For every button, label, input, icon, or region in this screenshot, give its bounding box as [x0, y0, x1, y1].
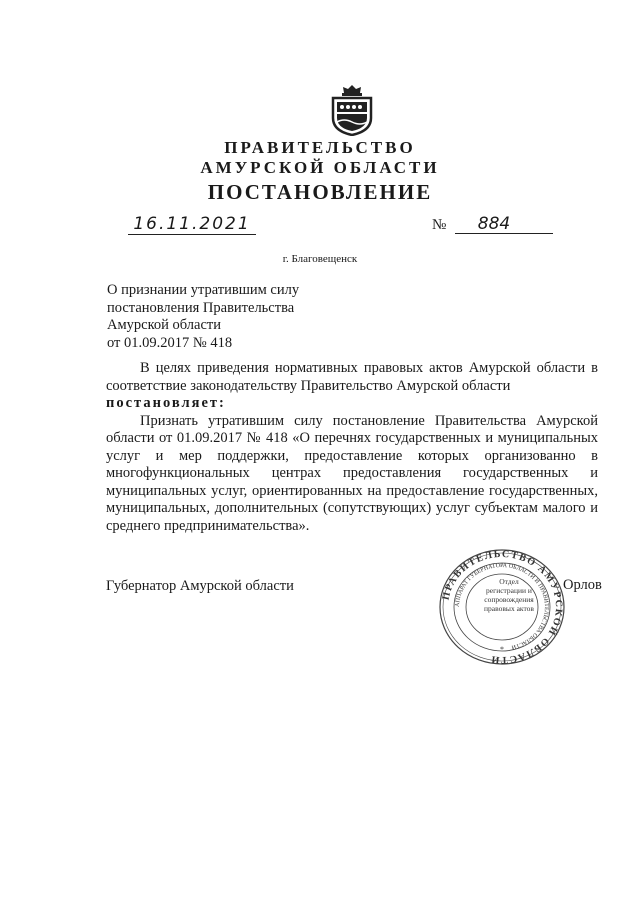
svg-text:АППАРАТ ГУБЕРНАТОРА ОБЛАСТИ И: АППАРАТ ГУБЕРНАТОРА ОБЛАСТИ И ПРАВИТЕЛЬСТВА ОБЛАСТИ: [454, 562, 550, 650]
org-title-line2: АМУРСКОЙ ОБЛАСТИ: [200, 158, 440, 177]
subject-line: О признании утратившим силу: [107, 282, 300, 298]
document-body: [106, 360, 598, 535]
document-city: г. Благовещенск: [282, 253, 358, 265]
svg-text:*: *: [500, 645, 504, 654]
document-number: 884: [455, 214, 553, 234]
document-date: 16.11.2021: [128, 214, 256, 235]
stamp-inner-text: Отдел регистрации и сопровождения правовых актов: [484, 577, 534, 613]
subject-line: постановления Правительства: [107, 299, 295, 316]
number-label: №: [432, 217, 447, 233]
intro-paragraph: В целях приведения нормативных правовых актов Амурской области в соответствие законодательству Правительство Амурской области: [106, 360, 598, 394]
subject-line: от 01.09.2017 № 418: [107, 334, 233, 351]
document-type-title: ПОСТАНОВЛЕНИЕ: [207, 180, 433, 204]
signatory-surname: Орлов: [563, 577, 602, 593]
svg-text:ПРАВИТЕЛЬСТВО АМУРСКОЙ ОБЛАСТИ: ПРАВИТЕЛЬСТВО АМУРСКОЙ ОБЛАСТИ: [440, 548, 565, 666]
decree-text: Признать утратившим силу постановление Правительства Амурской области от 01.09.2017 № 418 «О перечнях государственных и муниципальных услуг и мер поддержки, предоставление которых организованно в многофункциональных центрах предоставления государственных и муниципальных услуг, ориентированных на предоставление государственных, муниципальных, дополнительных (сопутствующих) услуг субъектам малого и среднего предпринимательства».: [106, 412, 598, 534]
coat-of-arms-emblem: [329, 84, 375, 136]
document-subject: [107, 282, 299, 352]
org-title-line1: ПРАВИТЕЛЬСТВО: [224, 138, 416, 157]
subject-line: Амурской области: [107, 317, 221, 333]
signatory-position: Губернатор Амурской области: [106, 578, 294, 594]
decree-word: постановляет:: [106, 395, 226, 411]
